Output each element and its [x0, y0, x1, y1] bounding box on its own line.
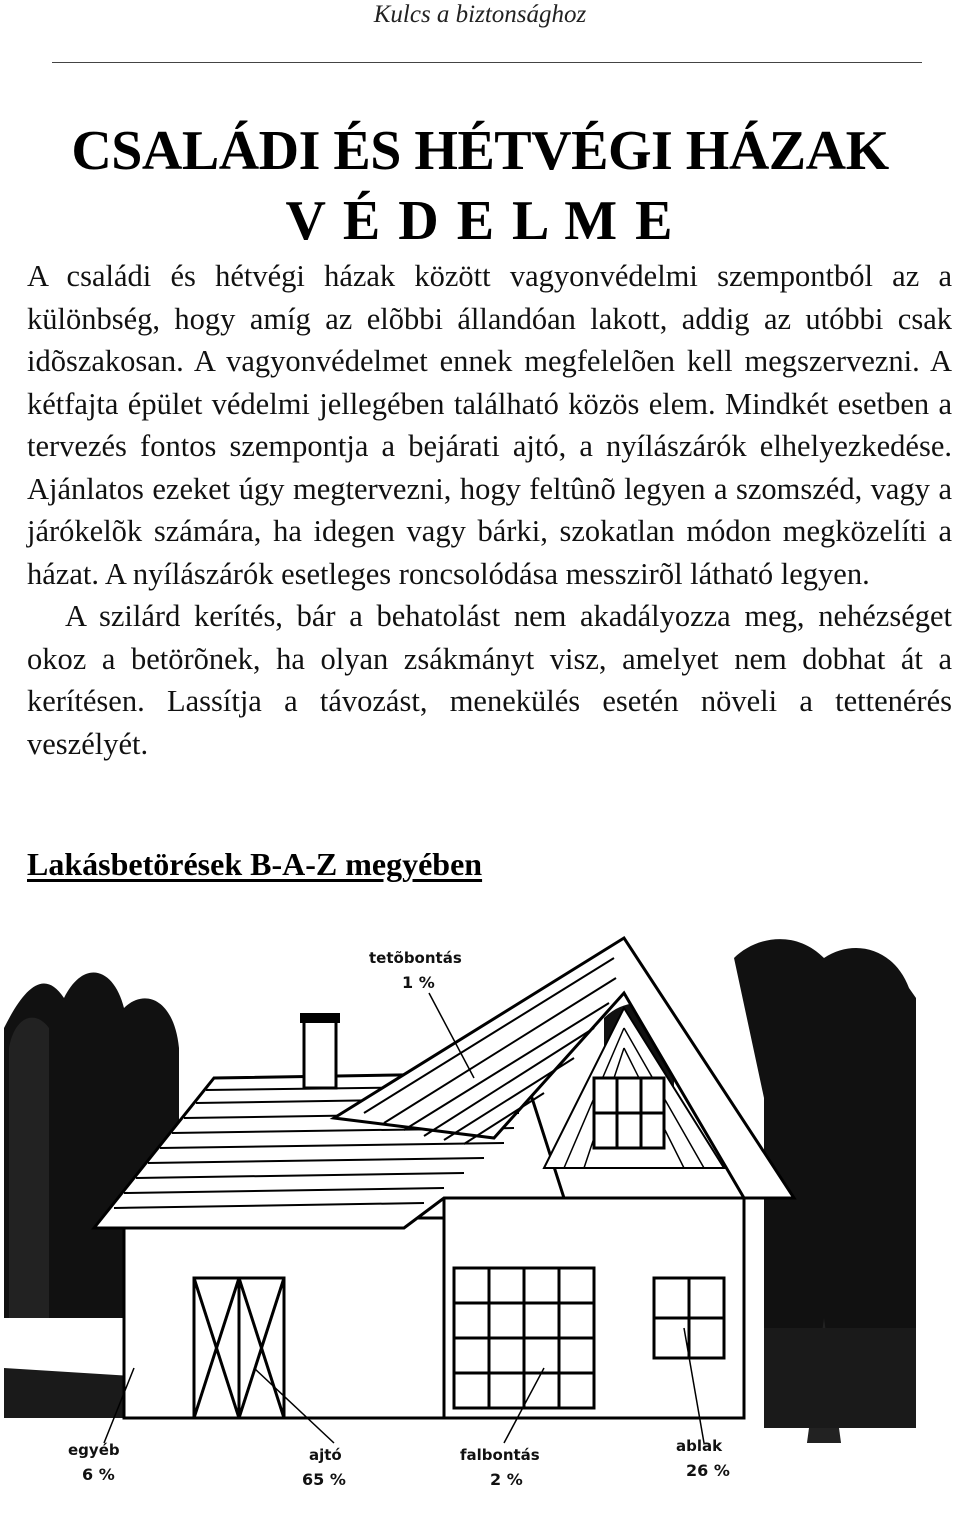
house-illustration [4, 898, 916, 1513]
page-title-line-2: V É D E L M E [285, 190, 675, 252]
ground-window [454, 1268, 594, 1408]
side-window [654, 1278, 724, 1358]
label-other-value: 6 % [82, 1465, 115, 1484]
label-wall-name: falbontás [460, 1446, 540, 1464]
label-roof-value: 1 % [402, 973, 435, 992]
label-window-name: ablak [676, 1437, 723, 1455]
page-title-line-1: CSALÁDI ÉS HÉTVÉGI HÁZAK [71, 120, 889, 182]
house-drawing [4, 898, 916, 1513]
chimney [300, 1013, 340, 1088]
label-wall-value: 2 % [490, 1470, 523, 1489]
running-header: Kulcs a biztonsághoz [373, 1, 587, 28]
label-door-name: ajtó [309, 1446, 342, 1464]
front-door [194, 1278, 284, 1418]
section-heading: Lakásbetörések B-A-Z megyében [27, 846, 483, 882]
gable-window [594, 1078, 664, 1148]
label-roof-name: tetõbontás [369, 949, 462, 967]
label-window-value: 26 % [686, 1461, 730, 1480]
header-divider [52, 62, 922, 63]
paragraph-1: A családi és hétvégi házak között vagyonvédelmi szempontból az a különbség, hogy amíg az elõbbi állandóan lakott, addig az utóbbi csak idõszakosan. A vagyonvédelmet ennek megfelelõen kell megszervezni. A kétfajta épület védelmi jellegében található közös elem. Mindkét esetben a tervezés fontos szempontja a bejárati ajtó, a nyílászárók elhelyezkedése. Ajánlatos ezeket úgy megtervezni, hogy feltûnõ legyen a szomszéd, vagy a járókelõk számára, ha idegen vagy bárki, szokatlan módon megközelíti a házat. A nyílászárók esetleges roncsolódása messzirõl látható legyen. [27, 259, 952, 591]
body-text [27, 255, 952, 765]
label-other-name: egyéb [68, 1441, 120, 1459]
label-door-value: 65 % [302, 1470, 346, 1489]
paragraph-2: A szilárd kerítés, bár a behatolást nem akadályozza meg, nehézséget okoz a betörõnek, ha olyan zsákmányt visz, amelyet nem dobhat át a kerítésen. Lassítja a távozást, menekülés esetén növeli a tettenérés veszélyét. [27, 599, 952, 761]
